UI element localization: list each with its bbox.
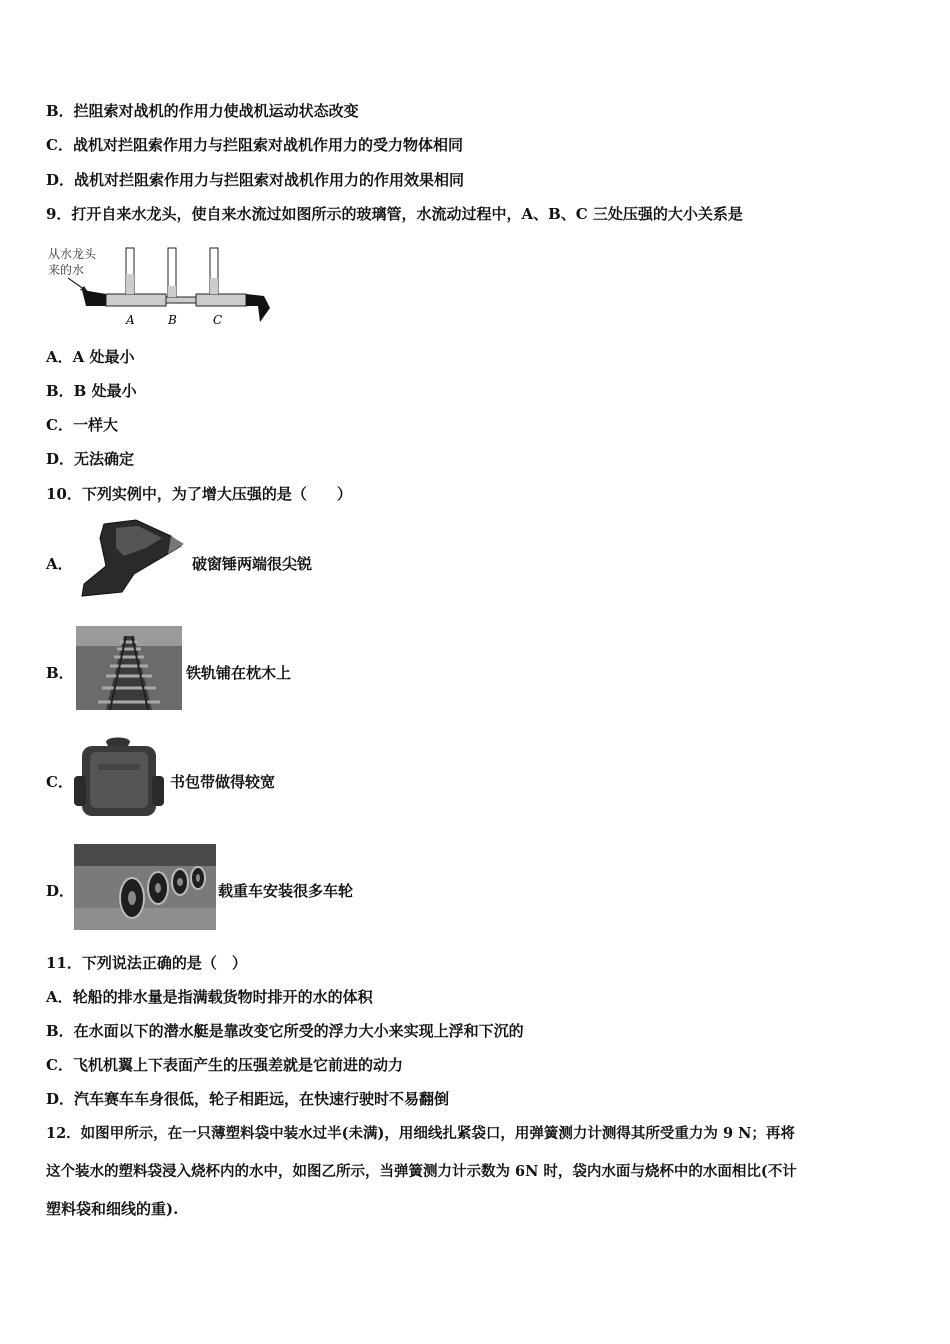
q9-glass-tube-figure	[46, 244, 276, 330]
q9-water-column-a	[126, 274, 134, 294]
q9-option-b: B．B 处最小	[46, 382, 137, 400]
q11-option-d: D．汽车赛车车身很低，轮子相距远，在快速行驶时不易翻倒	[46, 1090, 450, 1108]
q9-source-label-1: 从水龙头	[48, 247, 97, 261]
q9-option-c: C．一样大	[46, 416, 118, 434]
q9-label-a: A	[126, 313, 135, 327]
q9-stem: 9．打开自来水龙头，使自来水流过如图所示的玻璃管，水流动过程中，A、B、C 三处压强的大小关系是	[46, 205, 743, 223]
q9-faucet	[82, 290, 106, 306]
q11-option-a: A．轮船的排水量是指满载货物时排开的水的体积	[46, 988, 373, 1006]
q10-option-d-label: D．	[46, 882, 75, 900]
q9-source-label-2: 来的水	[48, 263, 85, 277]
q9-option-d: D．无法确定	[46, 450, 135, 468]
q12-line-2: 这个装水的塑料袋浸入烧杯内的水中，如图乙所示，当弹簧测力计示数为 6N 时，袋内水面与烧杯中的水面相比(不计	[46, 1163, 797, 1180]
q8-option-c: C．战机对拦阻索作用力与拦阻索对战机作用力的受力物体相同	[46, 136, 463, 154]
q9-tube-wide-a	[106, 294, 166, 306]
q9-option-a: A．A 处最小	[46, 348, 135, 366]
q10-truck-image	[74, 844, 216, 930]
q11-option-c: C．飞机机翼上下表面产生的压强差就是它前进的动力	[46, 1056, 403, 1074]
q10-option-d-text: 载重车安装很多车轮	[218, 882, 354, 900]
q11-stem: 11．下列说法正确的是（ ）	[46, 954, 247, 972]
q10-option-b-label: B．	[46, 664, 74, 682]
q8-option-b: B．拦阻索对战机的作用力使战机运动状态改变	[46, 102, 359, 120]
q12-line-3: 塑料袋和细线的重).	[46, 1200, 179, 1218]
q9-tube-narrow-b	[166, 297, 196, 303]
q11-option-b: B．在水面以下的潜水艇是靠改变它所受的浮力大小来实现上浮和下沉的	[46, 1022, 524, 1040]
q8-option-d: D．战机对拦阻索作用力与拦阻索对战机作用力的作用效果相同	[46, 171, 465, 189]
q10-backpack-image	[72, 736, 166, 820]
q10-option-a-label: A．	[46, 555, 73, 573]
q9-water-column-b	[168, 286, 176, 297]
q10-stem: 10．下列实例中，为了增大压强的是（ ）	[46, 485, 352, 503]
q12-line-1: 12．如图甲所示，在一只薄塑料袋中装水过半(未满)，用细线扎紧袋口，用弹簧测力计测得其所受重力为 9 N；再将	[46, 1125, 795, 1142]
q10-option-c-label: C．	[46, 773, 73, 791]
q10-railway-image	[76, 626, 182, 710]
q9-label-b: B	[168, 313, 177, 327]
q10-option-a-text: 破窗锤两端很尖锐	[192, 555, 313, 573]
q9-water-column-c	[210, 278, 218, 294]
q9-label-c: C	[213, 313, 223, 327]
q10-hammer-image	[76, 518, 186, 598]
q10-option-b-text: 铁轨铺在枕木上	[186, 664, 292, 682]
q9-tube-wide-c	[196, 294, 246, 306]
q9-outlet	[246, 294, 270, 322]
q10-option-c-text: 书包带做得较宽	[170, 773, 276, 791]
